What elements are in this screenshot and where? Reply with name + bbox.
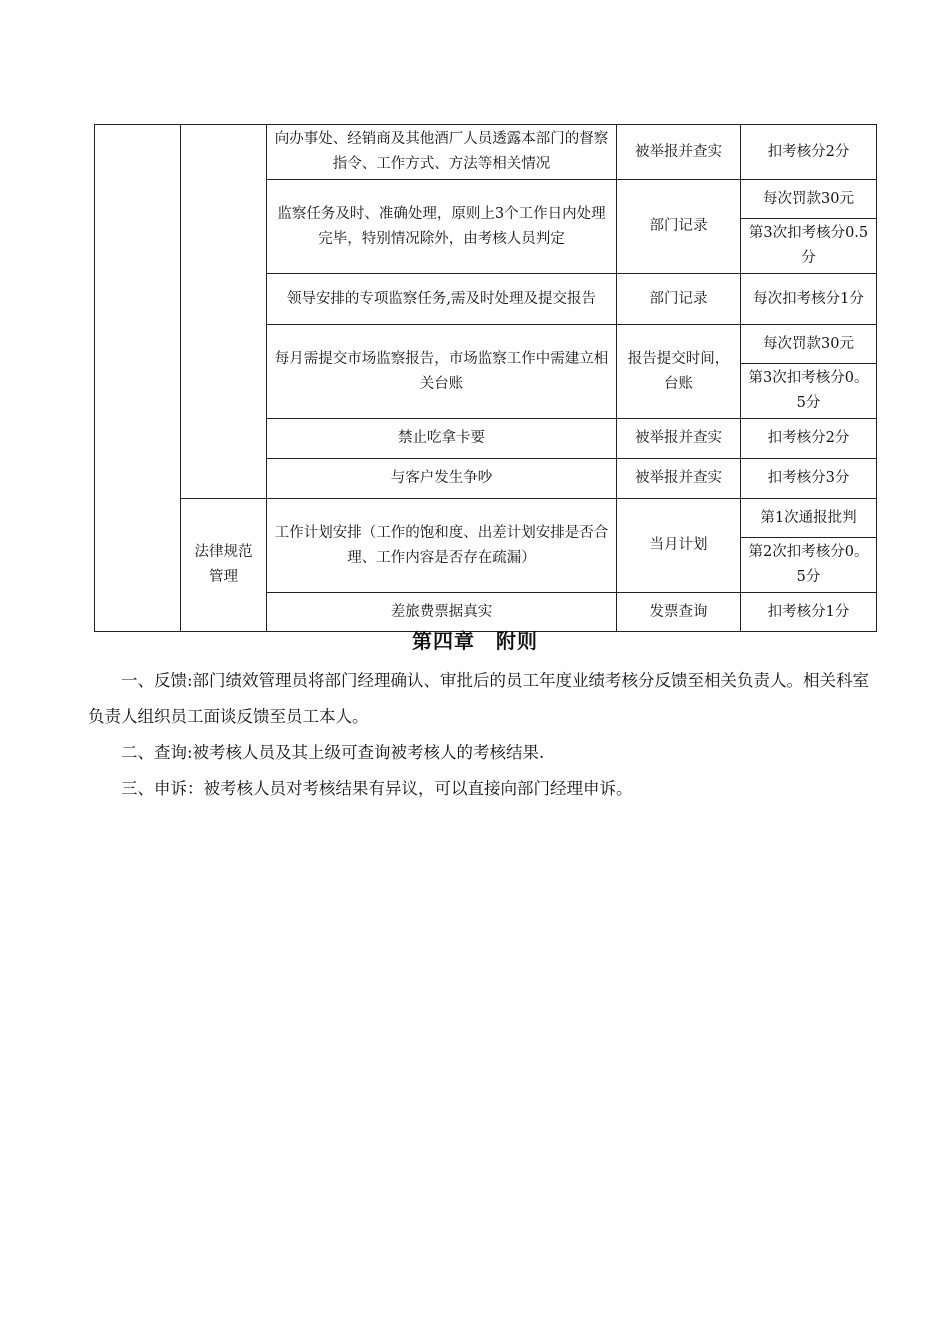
subcategory-cell: [181, 125, 267, 499]
method-cell: 被举报并查实: [617, 125, 741, 180]
paragraph-feedback: 一、反馈:部门绩效管理员将部门经理确认、审批后的员工年度业绩考核分反馈至相关负责人。相关科室负责人组织员工面谈反馈至员工本人。: [88, 671, 870, 726]
score-cell: 第3次扣考核分0.5分: [741, 219, 877, 274]
method-cell: 被举报并查实: [617, 419, 741, 459]
item-cell: 监察任务及时、准确处理，原则上3个工作日内处理完毕，特别情况除外，由考核人员判定: [267, 180, 617, 274]
method-cell: 报告提交时间，台账: [617, 325, 741, 419]
item-cell: 与客户发生争吵: [267, 459, 617, 499]
method-cell: 被举报并查实: [617, 459, 741, 499]
item-cell: 领导安排的专项监察任务,需及时处理及提交报告: [267, 274, 617, 325]
score-cell: 扣考核分2分: [741, 125, 877, 180]
method-cell: 部门记录: [617, 180, 741, 274]
item-cell: 禁止吃拿卡要: [267, 419, 617, 459]
score-cell: 扣考核分1分: [741, 593, 877, 632]
subcategory-legal: 法律规范管理: [181, 499, 267, 632]
paragraph-appeal: 三、申诉：被考核人员对考核结果有异议，可以直接向部门经理申诉。: [121, 779, 633, 798]
item-cell: 工作计划安排（工作的饱和度、出差计划安排是否合理、工作内容是否存在疏漏）: [267, 499, 617, 593]
score-cell: 第3次扣考核分0。5分: [741, 364, 877, 419]
chapter-title: 第四章 附则: [412, 629, 538, 653]
paragraph-query: 二、查询:被考核人员及其上级可查询被考核人的考核结果.: [121, 743, 545, 762]
method-cell: 当月计划: [617, 499, 741, 593]
item-cell: 向办事处、经销商及其他酒厂人员透露本部门的督察指令、工作方式、方法等相关情况: [267, 125, 617, 180]
score-cell: 扣考核分3分: [741, 459, 877, 499]
score-cell: 第1次通报批判: [741, 499, 877, 538]
score-cell: 每次扣考核分1分: [741, 274, 877, 325]
method-cell: 部门记录: [617, 274, 741, 325]
assessment-table: [94, 124, 877, 632]
item-cell: 差旅费票据真实: [267, 593, 617, 632]
method-cell: 发票查询: [617, 593, 741, 632]
score-cell: 扣考核分2分: [741, 419, 877, 459]
score-cell: 每次罚款30元: [741, 325, 877, 364]
score-cell: 第2次扣考核分0。5分: [741, 538, 877, 593]
item-cell: 每月需提交市场监察报告，市场监察工作中需建立相关台账: [267, 325, 617, 419]
score-cell: 每次罚款30元: [741, 180, 877, 219]
category-cell: [95, 125, 181, 632]
